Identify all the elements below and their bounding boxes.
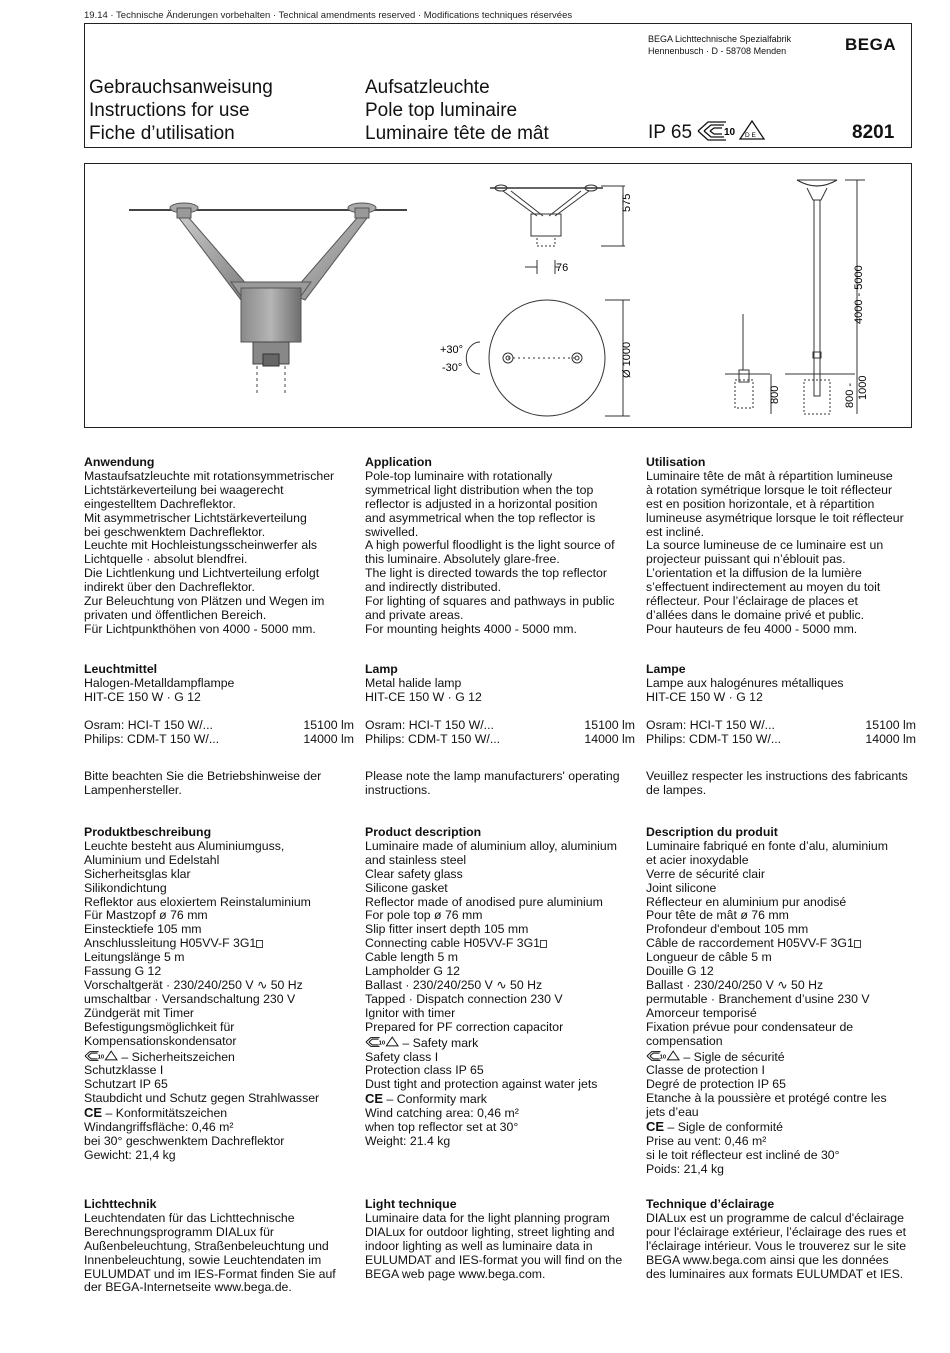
lamp-heading: Leuchtmittel	[84, 662, 158, 676]
lamp-heading: Lampe	[646, 662, 686, 676]
description-line: Prepared for PF correction capacitor	[365, 1019, 564, 1034]
description-line: Amorceur temporisé	[646, 1005, 757, 1020]
description-line: Befestigungsmöglichkeit für	[84, 1019, 235, 1034]
product-title-fr: Luminaire tête de mât	[365, 123, 549, 144]
company-address	[648, 33, 791, 57]
application-line: réflecteur. Pour l’éclairage de places et	[646, 594, 858, 609]
application-line: La source lumineuse de ce luminaire est un	[646, 538, 884, 553]
description-line: Classe de protection I	[646, 1063, 765, 1078]
application-line: Die Lichtlenkung und Lichtverteilung erfolgt	[84, 566, 320, 581]
ce-mark-icon: CE	[84, 1105, 103, 1121]
light-technique-line: Leuchtendaten für das Lichttechnische	[84, 1210, 295, 1225]
application-section	[84, 456, 354, 637]
light-technique-line: Innenbeleuchtung, sowie Leuchtendaten im	[84, 1252, 322, 1267]
ac-wave-icon: ∿	[496, 977, 507, 992]
application-line: est incliné.	[646, 524, 705, 539]
description-line: Fixation prévue pour condensateur de	[646, 1019, 854, 1034]
application-line: Luminaire tête de mât à répartition lumineuse	[646, 468, 893, 483]
dim-4000-5000: 4000 - 5000	[853, 265, 865, 324]
lamp-lumen: 15100 lm	[584, 717, 635, 732]
description-line: Schutzklasse I	[84, 1063, 164, 1078]
safety-mark-icon	[365, 1035, 399, 1049]
ballast-line: Vorschaltgerät · 230/240/250 V ∿ 50 Hz	[84, 977, 303, 992]
lamp-note-line: Veuillez respecter les instructions des fabricants	[646, 769, 908, 784]
certification-marks	[696, 119, 766, 148]
lamp-note-line: de lampes.	[646, 783, 707, 798]
lamp-lumen: 14000 lm	[584, 731, 635, 746]
description-line: Cable length 5 m	[365, 950, 458, 965]
product-description-section	[84, 826, 354, 1163]
description-line: Joint silicone	[646, 880, 717, 895]
dim-76-marker	[525, 260, 559, 274]
description-line: Réflecteur en aluminium pur anodisé	[646, 894, 847, 909]
conformity-line: CE – Conformity mark	[365, 1091, 487, 1107]
lamp-note-line: Bitte beachten Sie die Betriebshinweise der	[84, 769, 322, 784]
description-line: Ignitor with timer	[365, 1005, 456, 1020]
safety-mark-line: 10 – Sigle de sécurité	[646, 1049, 916, 1065]
conformity-line: CE – Sigle de conformité	[646, 1119, 784, 1135]
light-technique-section	[646, 1198, 916, 1281]
ce-mark-icon: CE	[646, 1119, 665, 1135]
lamp-name: Philips: CDM-T 150 W/...	[84, 731, 220, 746]
application-heading: Anwendung	[84, 455, 155, 469]
application-line: Für Lichtpunkthöhen von 4000 - 5000 mm.	[84, 621, 316, 636]
ac-wave-icon: ∿	[777, 977, 788, 992]
description-line: Profondeur d'embout 105 mm	[646, 922, 809, 937]
doc-title-de: Gebrauchsanweisung	[89, 77, 273, 98]
light-technique-line: EULUMDAT and IES-format you will find on the	[365, 1252, 623, 1267]
application-line: s’effectuent indirectement au moyen du toit	[646, 580, 881, 595]
technical-drawing	[84, 163, 912, 428]
application-line: symmetrical light distribution when the top	[365, 482, 594, 497]
angle-minus-30: -30°	[442, 362, 463, 374]
safety-mark-line: 10 – Sicherheitszeichen	[84, 1049, 354, 1065]
lamp-lumen: 14000 lm	[303, 731, 354, 746]
ac-wave-icon: ∿	[256, 977, 268, 992]
description-line: Gewicht: 21,4 kg	[84, 1147, 176, 1162]
light-technique-line: Luminaire data for the light planning program	[365, 1210, 610, 1225]
application-line: swivelled.	[365, 524, 419, 539]
product-titles	[365, 76, 549, 145]
application-line: bei geschwenktem Dachreflektor.	[84, 524, 266, 539]
description-line: Einstecktiefe 105 mm	[84, 922, 202, 937]
description-line: and stainless steel	[365, 852, 467, 867]
lamp-line: Lampe aux halogénures métalliques	[646, 675, 844, 690]
lamp-name: Osram: HCI-T 150 W/...	[84, 717, 213, 732]
description-line: Safety class I	[365, 1049, 439, 1064]
light-technique-line: DIALux est un programme de calcul d'éclairage	[646, 1210, 904, 1225]
description-line: Aluminium und Edelstahl	[84, 852, 220, 867]
conformity-line: CE – Konformitätszeichen	[84, 1105, 228, 1121]
description-line: Reflektor aus eloxiertem Reinstaluminium	[84, 894, 311, 909]
ce-mark-icon: CE	[365, 1091, 384, 1107]
description-line: Etanche à la poussière et protégé contre les	[646, 1091, 887, 1106]
lamp-name: Philips: CDM-T 150 W/...	[365, 731, 501, 746]
lamp-note-line: Please note the lamp manufacturers' operating	[365, 769, 620, 784]
description-line: Für Mastzopf ø 76 mm	[84, 908, 208, 923]
application-line: eingestelltem Dachreflektor.	[84, 496, 236, 511]
application-line: Mastaufsatzleuchte mit rotationsymmetrischer	[84, 468, 335, 483]
application-line: The light is directed towards the top reflector	[365, 566, 607, 581]
doc-title-fr: Fiche d’utilisation	[89, 123, 235, 144]
description-line: Lampholder G 12	[365, 964, 461, 979]
light-technique-line: l'éclairage intérieur. Vous le trouverez sur le site	[646, 1238, 907, 1253]
dim-800-1000-a: 800 -	[844, 382, 856, 408]
dim-575: 575	[621, 193, 633, 212]
lamp-line: HIT-CE 150 W · G 12	[365, 689, 482, 704]
description-line: compensation	[646, 1033, 723, 1048]
description-line: et acier inoxydable	[646, 852, 749, 867]
double-insulation-icon	[854, 940, 861, 949]
description-line: Luminaire made of aluminium alloy, aluminium	[365, 838, 617, 853]
double-insulation-icon	[540, 940, 547, 949]
application-line: and indirectly distributed.	[365, 580, 502, 595]
svg-text:10: 10	[378, 1040, 386, 1047]
description-line: bei 30° geschwenktem Dachreflektor	[84, 1133, 285, 1148]
description-line: Slip fitter insert depth 105 mm	[365, 922, 529, 937]
dim-diameter-1000: Ø 1000	[621, 341, 633, 378]
safety-mark-icon	[84, 1049, 118, 1063]
lamp-row	[365, 719, 635, 733]
lamp-lumen: 14000 lm	[865, 731, 916, 746]
application-line: d’allées dans le domaine privé et public.	[646, 607, 865, 622]
application-line: L’orientation et la diffusion de la lumière	[646, 566, 862, 581]
product-description-heading: Produktbeschreibung	[84, 825, 212, 839]
lamp-note-line: Lampenhersteller.	[84, 783, 182, 798]
application-line: Mit asymmetrischer Lichtstärkeverteilung	[84, 510, 307, 525]
product-description-heading: Product description	[365, 825, 482, 839]
ip-rating: IP 65	[648, 122, 693, 143]
light-technique-line: indoor lighting as well as luminaire data in	[365, 1238, 593, 1253]
description-line: si le toit réflecteur est incliné de 30°	[646, 1147, 840, 1162]
product-description-section	[365, 826, 635, 1149]
application-line: Leuchte mit Hochleistungsscheinwerfer als	[84, 538, 318, 553]
application-line: lumineuse asymétrique lorsque le toit réflecteur	[646, 510, 904, 525]
lamp-name: Philips: CDM-T 150 W/...	[646, 731, 782, 746]
cable-line: Câble de raccordement H05VV-F 3G1	[646, 937, 916, 951]
light-technique-line: pour l'éclairage extérieur, l’éclairage des rues et	[646, 1224, 907, 1239]
product-title-de: Aufsatzleuchte	[365, 77, 490, 98]
description-line: umschaltbar · Versandschaltung 230 V	[84, 991, 296, 1006]
angle-plus-30: +30°	[440, 344, 464, 356]
application-line: privaten und öffentlichen Bereich.	[84, 607, 267, 622]
lamp-row	[84, 733, 354, 747]
description-line: Leuchte besteht aus Aluminiumguss,	[84, 838, 285, 853]
description-line: Wind catching area: 0,46 m²	[365, 1106, 519, 1121]
lamp-section	[365, 663, 635, 798]
product-description-heading: Description du produit	[646, 825, 778, 839]
application-line: For lighting of squares and pathways in public	[365, 594, 615, 609]
application-line: Pole-top luminaire with rotationally	[365, 468, 553, 483]
lamp-line: HIT-CE 150 W · G 12	[84, 689, 201, 704]
application-line: and asymmetrical when the top reflector is	[365, 510, 596, 525]
description-line: Windangriffsfläche: 0,46 m²	[84, 1120, 234, 1135]
double-insulation-icon	[256, 940, 263, 949]
description-line: Dust tight and protection against water jets	[365, 1077, 598, 1092]
application-line: est en position horizontale, et à répartition	[646, 496, 875, 511]
lamp-section	[84, 663, 354, 798]
description-line: permutable · Branchement d’usine 230 V	[646, 991, 870, 1006]
application-line: Lichtquelle · absolut blendfrei.	[84, 552, 248, 567]
description-line: Sicherheitsglas klar	[84, 866, 191, 881]
light-technique-line: BEGA www.bega.com ainsi que les données	[646, 1252, 889, 1267]
description-line: Pour tête de mât ø 76 mm	[646, 908, 789, 923]
front-elevation-drawing	[490, 185, 625, 246]
mark-number: 10	[724, 127, 736, 138]
description-line: Degré de protection IP 65	[646, 1077, 786, 1092]
company-line-2: Hennenbusch · D - 58708 Menden	[648, 46, 787, 56]
svg-text:10: 10	[659, 1053, 667, 1060]
document-titles	[89, 76, 273, 145]
lamp-line: HIT-CE 150 W · G 12	[646, 689, 763, 704]
lamp-heading: Lamp	[365, 662, 398, 676]
description-line: Kompensationskondensator	[84, 1033, 237, 1048]
enec-mark-icon	[698, 122, 726, 140]
application-line: reflector is adjusted in a horizontal position	[365, 496, 598, 511]
lamp-name: Osram: HCI-T 150 W/...	[646, 717, 775, 732]
description-line: Tapped · Dispatch connection 230 V	[365, 991, 563, 1006]
light-technique-line: der BEGA-Internetseite www.bega.de.	[84, 1280, 292, 1295]
lamp-row	[646, 719, 916, 733]
lamp-row	[84, 719, 354, 733]
description-line: Protection class IP 65	[365, 1063, 484, 1078]
doc-title-en: Instructions for use	[89, 100, 250, 121]
lamp-note-line: instructions.	[365, 783, 431, 798]
description-line: Douille G 12	[646, 964, 714, 979]
ballast-line: Ballast · 230/240/250 V ∿ 50 Hz	[365, 977, 543, 992]
plan-view-drawing	[466, 300, 630, 416]
dim-76: 76	[556, 262, 569, 274]
application-line: projecteur puissant qui n’éblouit pas.	[646, 552, 846, 567]
lamp-line: Metal halide lamp	[365, 675, 462, 690]
description-line: Reflector made of anodised pure aluminium	[365, 894, 603, 909]
lamp-lumen: 15100 lm	[303, 717, 354, 732]
application-line: Zur Beleuchtung von Plätzen und Wegen im	[84, 594, 325, 609]
lamp-section	[646, 663, 916, 798]
application-line: indirekt über den Dachreflektor.	[84, 580, 255, 595]
description-line: Clear safety glass	[365, 866, 463, 881]
light-technique-line: BEGA web page www.bega.com.	[365, 1266, 546, 1281]
description-line: Luminaire fabriqué en fonte d’alu, aluminium	[646, 838, 888, 853]
light-technique-heading: Light technique	[365, 1197, 457, 1211]
light-technique-line: DIALux for outdoor lighting, street lighting and	[365, 1224, 615, 1239]
svg-text:10: 10	[97, 1053, 105, 1060]
application-heading: Application	[365, 455, 432, 469]
luminaire-illustration	[129, 203, 407, 396]
brand-logo: BEGA	[845, 35, 897, 54]
product-title-en: Pole top luminaire	[365, 100, 518, 121]
dim-800-1000-b: 1000	[857, 375, 869, 400]
description-line: Verre de sécurité clair	[646, 866, 765, 881]
lamp-lumen: 15100 lm	[865, 717, 916, 732]
company-line-1: BEGA Lichttechnische Spezialfabrik	[648, 34, 792, 44]
description-line: Weight: 21.4 kg	[365, 1133, 451, 1148]
light-technique-line: Berechnungsprogramm DIALux für	[84, 1224, 275, 1239]
application-line: Pour hauteurs de feu 4000 - 5000 mm.	[646, 621, 858, 636]
lamp-name: Osram: HCI-T 150 W/...	[365, 717, 494, 732]
mark-de-text: D E	[745, 132, 756, 139]
application-section	[365, 456, 635, 637]
description-line: Staubdicht und Schutz gegen Strahlwasser	[84, 1091, 320, 1106]
cable-line: Anschlussleitung H05VV-F 3G1	[84, 937, 354, 951]
safety-mark-icon	[646, 1049, 680, 1063]
application-section	[646, 456, 916, 637]
description-line: For pole top ø 76 mm	[365, 908, 483, 923]
description-line: Fassung G 12	[84, 964, 162, 979]
lamp-line: Halogen-Metalldampflampe	[84, 675, 235, 690]
application-line: A high powerful floodlight is the light source of	[365, 538, 615, 553]
light-technique-line: EULUMDAT und im IES-Format finden Sie auf	[84, 1266, 336, 1281]
description-line: Silikondichtung	[84, 880, 167, 895]
light-technique-line: Außenbeleuchtung, Straßenbeleuchtung und	[84, 1238, 329, 1253]
application-line: à rotation symétrique lorsque le toit réflecteur	[646, 482, 893, 497]
lamp-row	[365, 733, 635, 747]
description-line: Silicone gasket	[365, 880, 448, 895]
article-number: 8201	[852, 122, 895, 143]
description-line: Prise au vent: 0,46 m²	[646, 1133, 767, 1148]
description-line: Schutzart IP 65	[84, 1077, 168, 1092]
light-technique-section	[365, 1198, 635, 1281]
description-line: Longueur de câble 5 m	[646, 950, 772, 965]
application-line: Lichtstärkeverteilung bei waagerecht	[84, 482, 284, 497]
light-technique-heading: Lichttechnik	[84, 1197, 157, 1211]
light-technique-section	[84, 1198, 354, 1295]
description-line: Zündgerät mit Timer	[84, 1005, 195, 1020]
lamp-row	[646, 733, 916, 747]
description-line: when top reflector set at 30°	[365, 1120, 519, 1135]
description-line: jets d’eau	[646, 1105, 699, 1120]
pole-elevation-drawing	[725, 180, 865, 414]
de-mark-icon	[740, 121, 764, 139]
application-line: this luminaire. Absolutely glare-free.	[365, 552, 560, 567]
light-technique-line: des luminaires aux formats EULUMDAT et IES.	[646, 1266, 904, 1281]
safety-mark-line: 10 – Safety mark	[365, 1035, 635, 1051]
dim-800: 800	[769, 385, 781, 404]
description-line: Poids: 21,4 kg	[646, 1161, 724, 1176]
ballast-line: Ballast · 230/240/250 V ∿ 50 Hz	[646, 977, 824, 992]
product-description-section	[646, 826, 916, 1177]
cable-line: Connecting cable H05VV-F 3G1	[365, 937, 635, 951]
top-note: 19.14 · Technische Änderungen vorbehalten · Technical amendments reserved · Modifications techniques réservées	[84, 10, 573, 21]
application-heading: Utilisation	[646, 455, 706, 469]
description-line: Leitungslänge 5 m	[84, 950, 185, 965]
application-line: and private areas.	[365, 607, 464, 622]
application-line: For mounting heights 4000 - 5000 mm.	[365, 621, 577, 636]
light-technique-heading: Technique d’éclairage	[646, 1197, 775, 1211]
